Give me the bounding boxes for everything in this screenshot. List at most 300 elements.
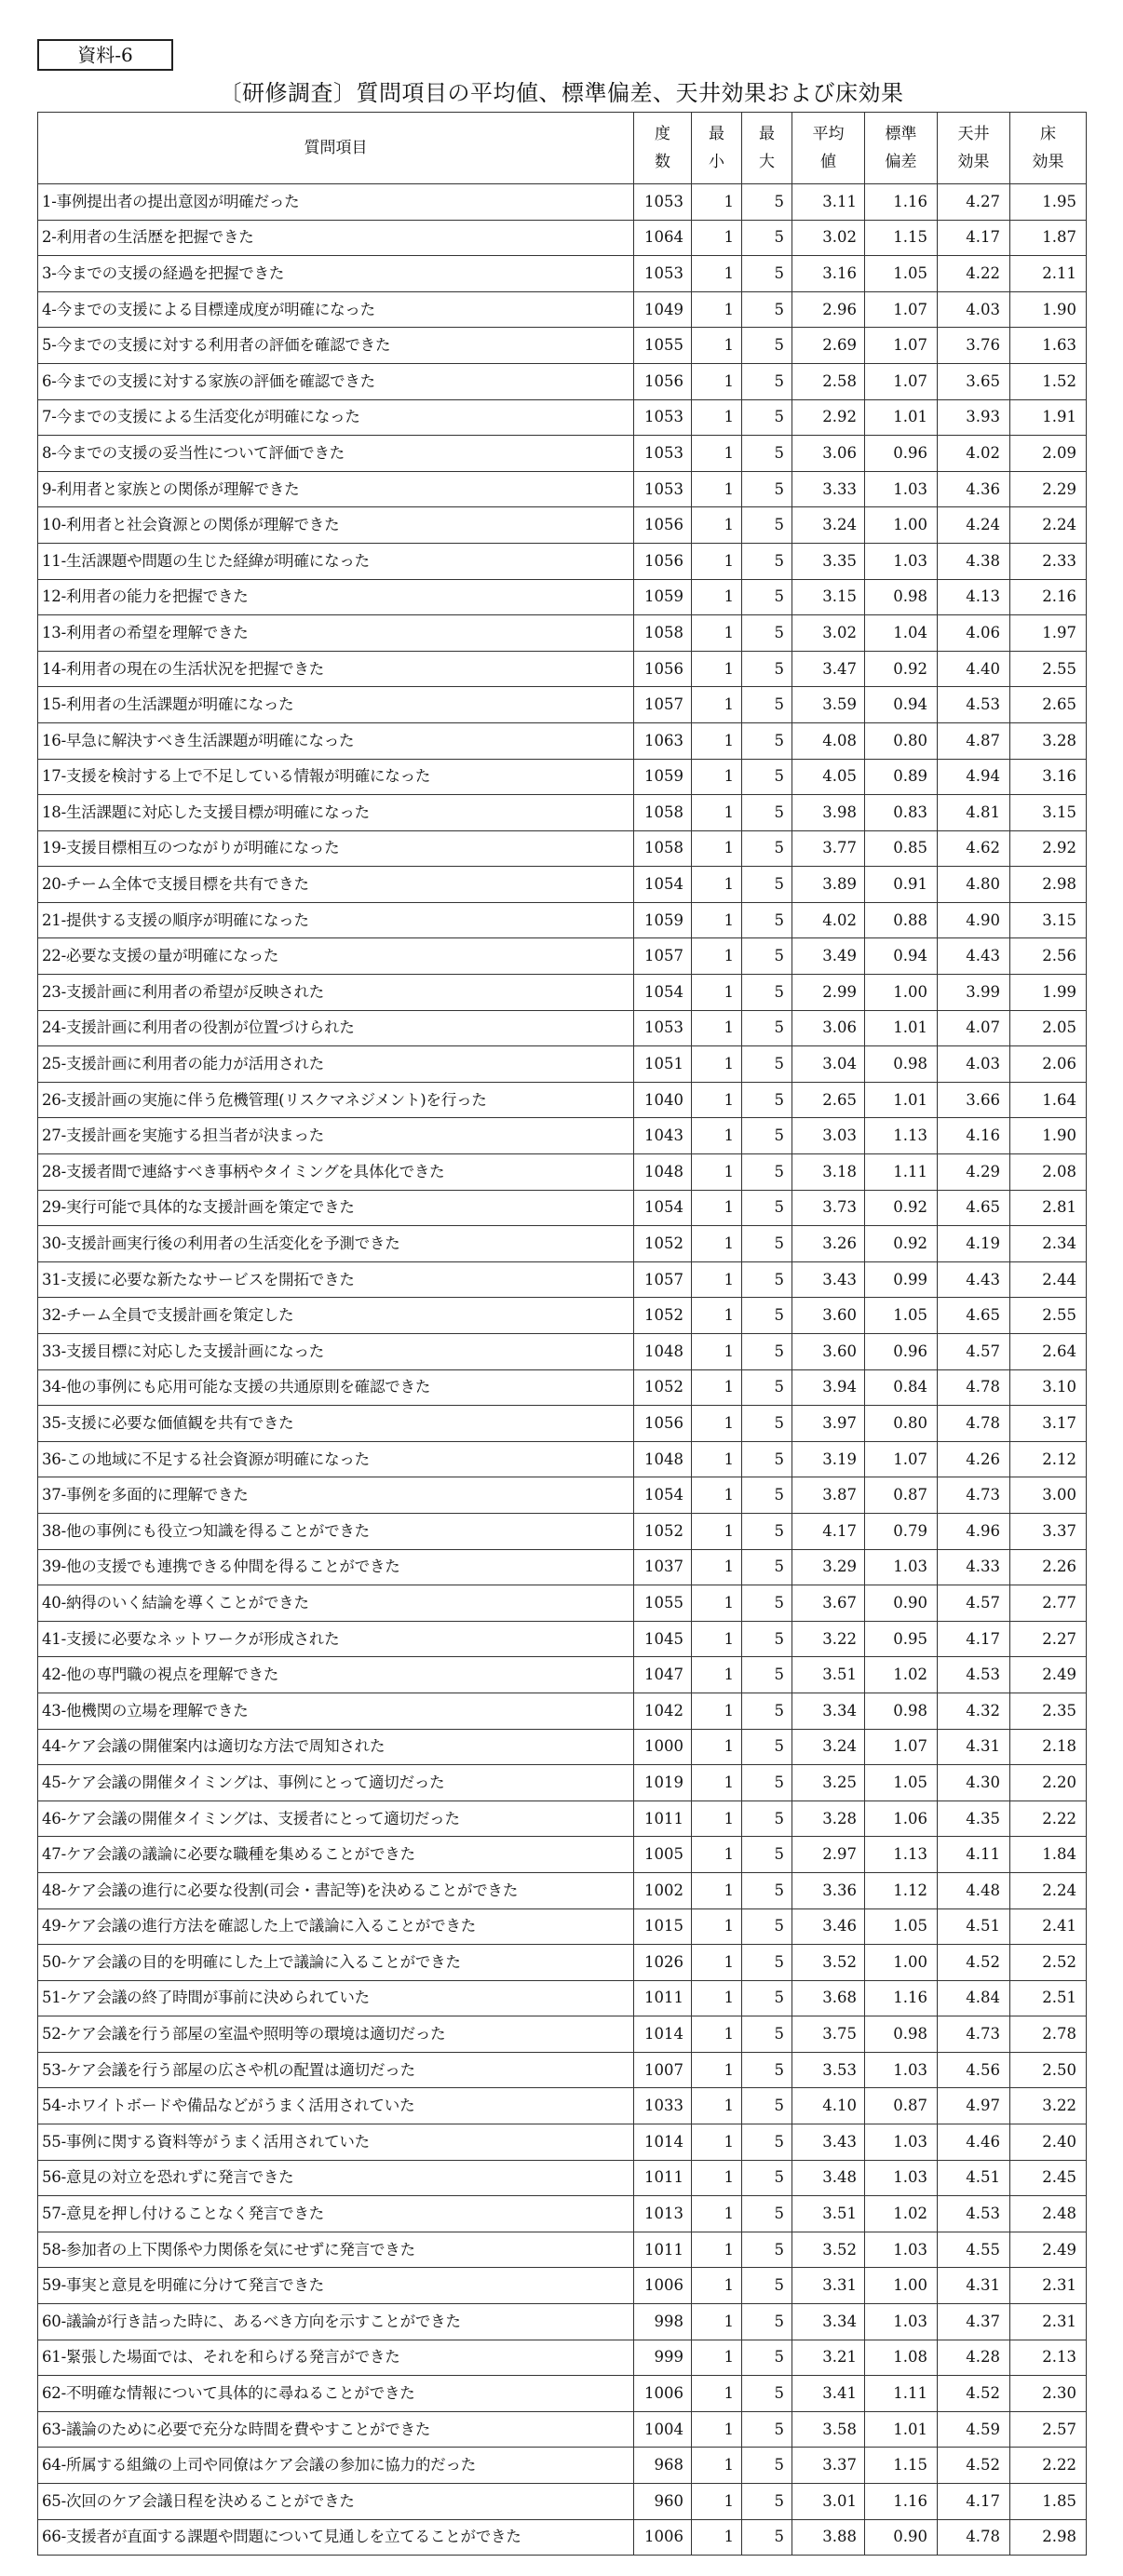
count-cell: 1006 bbox=[634, 2376, 692, 2412]
max-cell: 5 bbox=[742, 1765, 792, 1801]
table-row bbox=[38, 1908, 1087, 1945]
count-cell: 1004 bbox=[634, 2411, 692, 2448]
mean-cell: 3.03 bbox=[792, 1118, 865, 1154]
max-cell: 5 bbox=[742, 1441, 792, 1477]
mean-cell: 3.34 bbox=[792, 2304, 865, 2340]
floor-cell: 1.85 bbox=[1010, 2484, 1087, 2520]
count-cell: 998 bbox=[634, 2304, 692, 2340]
count-cell: 1054 bbox=[634, 975, 692, 1011]
ceiling-cell: 4.07 bbox=[938, 1010, 1010, 1046]
min-cell: 1 bbox=[692, 1082, 742, 1118]
sd-cell: 1.03 bbox=[865, 471, 938, 507]
item-cell: 7-今までの支援による生活変化が明確になった bbox=[38, 399, 634, 436]
floor-cell: 1.90 bbox=[1010, 1118, 1087, 1154]
item-cell: 35-支援に必要な価値観を共有できた bbox=[38, 1406, 634, 1442]
min-cell: 1 bbox=[692, 1945, 742, 1981]
item-cell: 14-利用者の現在の生活状況を把握できた bbox=[38, 651, 634, 687]
item-cell: 13-利用者の希望を理解できた bbox=[38, 615, 634, 652]
sd-cell: 0.94 bbox=[865, 938, 938, 975]
sd-cell: 0.83 bbox=[865, 795, 938, 831]
ceiling-cell: 4.53 bbox=[938, 1657, 1010, 1693]
item-cell: 22-必要な支援の量が明確になった bbox=[38, 938, 634, 975]
floor-cell: 2.33 bbox=[1010, 543, 1087, 579]
table-row bbox=[38, 1729, 1087, 1765]
ceiling-cell: 4.90 bbox=[938, 902, 1010, 938]
sd-cell: 1.03 bbox=[865, 2124, 938, 2161]
item-cell: 17-支援を検討する上で不足している情報が明確になった bbox=[38, 759, 634, 795]
count-cell: 1011 bbox=[634, 2232, 692, 2268]
ceiling-cell: 4.73 bbox=[938, 2016, 1010, 2053]
max-cell: 5 bbox=[742, 220, 792, 256]
count-cell: 1054 bbox=[634, 1477, 692, 1514]
ceiling-cell: 4.33 bbox=[938, 1549, 1010, 1585]
mean-cell: 3.94 bbox=[792, 1369, 865, 1406]
sd-cell: 1.11 bbox=[865, 1154, 938, 1191]
sd-cell: 1.00 bbox=[865, 975, 938, 1011]
ceiling-cell: 4.62 bbox=[938, 830, 1010, 867]
min-cell: 1 bbox=[692, 759, 742, 795]
count-cell: 1057 bbox=[634, 687, 692, 723]
count-cell: 1056 bbox=[634, 363, 692, 399]
max-cell: 5 bbox=[742, 1872, 792, 1908]
item-cell: 40-納得のいく結論を導くことができた bbox=[38, 1585, 634, 1622]
sd-cell: 0.84 bbox=[865, 1369, 938, 1406]
sd-cell: 1.13 bbox=[865, 1837, 938, 1873]
count-cell: 1048 bbox=[634, 1334, 692, 1370]
item-cell: 1-事例提出者の提出意図が明確だった bbox=[38, 184, 634, 221]
table-row bbox=[38, 1154, 1087, 1191]
table-row bbox=[38, 1513, 1087, 1549]
table-row bbox=[38, 938, 1087, 975]
sd-cell: 0.96 bbox=[865, 436, 938, 472]
min-cell: 1 bbox=[692, 1046, 742, 1083]
floor-cell: 2.98 bbox=[1010, 867, 1087, 903]
item-cell: 53-ケア会議を行う部屋の広さや机の配置は適切だった bbox=[38, 2052, 634, 2088]
header-mean: 平均 値 bbox=[792, 113, 865, 184]
ceiling-cell: 4.29 bbox=[938, 1154, 1010, 1191]
min-cell: 1 bbox=[692, 1010, 742, 1046]
ceiling-cell: 4.73 bbox=[938, 1477, 1010, 1514]
sd-cell: 1.05 bbox=[865, 1298, 938, 1334]
ceiling-cell: 4.37 bbox=[938, 2304, 1010, 2340]
sd-cell: 0.89 bbox=[865, 759, 938, 795]
sd-cell: 0.99 bbox=[865, 1261, 938, 1298]
max-cell: 5 bbox=[742, 1908, 792, 1945]
ceiling-cell: 4.94 bbox=[938, 759, 1010, 795]
min-cell: 1 bbox=[692, 1441, 742, 1477]
table-row bbox=[38, 471, 1087, 507]
min-cell: 1 bbox=[692, 1190, 742, 1226]
item-cell: 30-支援計画実行後の利用者の生活変化を予測できた bbox=[38, 1226, 634, 1262]
count-cell: 1053 bbox=[634, 1010, 692, 1046]
max-cell: 5 bbox=[742, 902, 792, 938]
sd-cell: 0.92 bbox=[865, 1190, 938, 1226]
sd-cell: 0.96 bbox=[865, 1334, 938, 1370]
min-cell: 1 bbox=[692, 328, 742, 364]
ceiling-cell: 4.32 bbox=[938, 1693, 1010, 1729]
sd-cell: 1.07 bbox=[865, 1441, 938, 1477]
floor-cell: 2.24 bbox=[1010, 1872, 1087, 1908]
mean-cell: 3.47 bbox=[792, 651, 865, 687]
floor-cell: 1.63 bbox=[1010, 328, 1087, 364]
sd-cell: 0.98 bbox=[865, 1693, 938, 1729]
item-cell: 19-支援目標相互のつながりが明確になった bbox=[38, 830, 634, 867]
item-cell: 46-ケア会議の開催タイミングは、支援者にとって適切だった bbox=[38, 1801, 634, 1837]
max-cell: 5 bbox=[742, 1513, 792, 1549]
ceiling-cell: 4.57 bbox=[938, 1334, 1010, 1370]
ceiling-cell: 4.55 bbox=[938, 2232, 1010, 2268]
table-row bbox=[38, 2448, 1087, 2484]
item-cell: 4-今までの支援による目標達成度が明確になった bbox=[38, 291, 634, 328]
sd-cell: 0.90 bbox=[865, 1585, 938, 1622]
max-cell: 5 bbox=[742, 2268, 792, 2304]
table-row bbox=[38, 328, 1087, 364]
sd-cell: 1.03 bbox=[865, 2160, 938, 2196]
min-cell: 1 bbox=[692, 1980, 742, 2016]
mean-cell: 3.59 bbox=[792, 687, 865, 723]
item-cell: 6-今までの支援に対する家族の評価を確認できた bbox=[38, 363, 634, 399]
table-row bbox=[38, 1441, 1087, 1477]
ceiling-cell: 4.06 bbox=[938, 615, 1010, 652]
item-cell: 44-ケア会議の開催案内は適切な方法で周知された bbox=[38, 1729, 634, 1765]
sd-cell: 0.92 bbox=[865, 651, 938, 687]
min-cell: 1 bbox=[692, 1621, 742, 1657]
floor-cell: 2.92 bbox=[1010, 830, 1087, 867]
mean-cell: 3.52 bbox=[792, 2232, 865, 2268]
table-row bbox=[38, 759, 1087, 795]
sd-cell: 1.16 bbox=[865, 2484, 938, 2520]
count-cell: 1058 bbox=[634, 795, 692, 831]
sd-cell: 1.01 bbox=[865, 1082, 938, 1118]
table-row bbox=[38, 687, 1087, 723]
mean-cell: 3.49 bbox=[792, 938, 865, 975]
mean-cell: 3.19 bbox=[792, 1441, 865, 1477]
table-row bbox=[38, 2052, 1087, 2088]
floor-cell: 2.35 bbox=[1010, 1693, 1087, 1729]
ceiling-cell: 4.17 bbox=[938, 1621, 1010, 1657]
floor-cell: 2.24 bbox=[1010, 507, 1087, 544]
ceiling-cell: 4.03 bbox=[938, 1046, 1010, 1083]
floor-cell: 2.06 bbox=[1010, 1046, 1087, 1083]
item-cell: 56-意見の対立を恐れずに発言できた bbox=[38, 2160, 634, 2196]
table-row bbox=[38, 1801, 1087, 1837]
mean-cell: 3.21 bbox=[792, 2340, 865, 2376]
count-cell: 1007 bbox=[634, 2052, 692, 2088]
mean-cell: 3.25 bbox=[792, 1765, 865, 1801]
count-cell: 1014 bbox=[634, 2124, 692, 2161]
item-cell: 24-支援計画に利用者の役割が位置づけられた bbox=[38, 1010, 634, 1046]
max-cell: 5 bbox=[742, 436, 792, 472]
count-cell: 1053 bbox=[634, 471, 692, 507]
min-cell: 1 bbox=[692, 651, 742, 687]
floor-cell: 1.87 bbox=[1010, 220, 1087, 256]
min-cell: 1 bbox=[692, 2052, 742, 2088]
ceiling-cell: 4.48 bbox=[938, 1872, 1010, 1908]
item-cell: 51-ケア会議の終了時間が事前に決められていた bbox=[38, 1980, 634, 2016]
mean-cell: 3.24 bbox=[792, 507, 865, 544]
count-cell: 1054 bbox=[634, 1190, 692, 1226]
min-cell: 1 bbox=[692, 975, 742, 1011]
header-floor: 床 効果 bbox=[1010, 113, 1087, 184]
max-cell: 5 bbox=[742, 399, 792, 436]
count-cell: 1026 bbox=[634, 1945, 692, 1981]
table-row bbox=[38, 2160, 1087, 2196]
table-row bbox=[38, 2519, 1087, 2556]
max-cell: 5 bbox=[742, 975, 792, 1011]
count-cell: 1057 bbox=[634, 1261, 692, 1298]
sd-cell: 1.13 bbox=[865, 1118, 938, 1154]
mean-cell: 4.05 bbox=[792, 759, 865, 795]
max-cell: 5 bbox=[742, 1046, 792, 1083]
floor-cell: 2.12 bbox=[1010, 1441, 1087, 1477]
min-cell: 1 bbox=[692, 2232, 742, 2268]
mean-cell: 4.17 bbox=[792, 1513, 865, 1549]
ceiling-cell: 4.96 bbox=[938, 1513, 1010, 1549]
mean-cell: 4.02 bbox=[792, 902, 865, 938]
count-cell: 1047 bbox=[634, 1657, 692, 1693]
mean-cell: 3.67 bbox=[792, 1585, 865, 1622]
table-row bbox=[38, 543, 1087, 579]
mean-cell: 3.51 bbox=[792, 2196, 865, 2232]
mean-cell: 3.24 bbox=[792, 1729, 865, 1765]
sd-cell: 0.95 bbox=[865, 1621, 938, 1657]
item-cell: 15-利用者の生活課題が明確になった bbox=[38, 687, 634, 723]
min-cell: 1 bbox=[692, 795, 742, 831]
item-cell: 66-支援者が直面する課題や問題について見通しを立てることができた bbox=[38, 2519, 634, 2556]
ceiling-cell: 4.02 bbox=[938, 436, 1010, 472]
mean-cell: 3.22 bbox=[792, 1621, 865, 1657]
item-cell: 45-ケア会議の開催タイミングは、事例にとって適切だった bbox=[38, 1765, 634, 1801]
max-cell: 5 bbox=[742, 1010, 792, 1046]
mean-cell: 3.60 bbox=[792, 1334, 865, 1370]
max-cell: 5 bbox=[742, 1118, 792, 1154]
max-cell: 5 bbox=[742, 471, 792, 507]
mean-cell: 4.08 bbox=[792, 722, 865, 759]
mean-cell: 3.02 bbox=[792, 615, 865, 652]
ceiling-cell: 4.51 bbox=[938, 1908, 1010, 1945]
max-cell: 5 bbox=[742, 1801, 792, 1837]
mean-cell: 3.97 bbox=[792, 1406, 865, 1442]
count-cell: 1059 bbox=[634, 902, 692, 938]
ceiling-cell: 4.31 bbox=[938, 2268, 1010, 2304]
mean-cell: 3.15 bbox=[792, 579, 865, 615]
item-cell: 49-ケア会議の進行方法を確認した上で議論に入ることができた bbox=[38, 1908, 634, 1945]
min-cell: 1 bbox=[692, 291, 742, 328]
mean-cell: 3.68 bbox=[792, 1980, 865, 2016]
min-cell: 1 bbox=[692, 867, 742, 903]
count-cell: 1015 bbox=[634, 1908, 692, 1945]
sd-cell: 1.04 bbox=[865, 615, 938, 652]
item-cell: 18-生活課題に対応した支援目標が明確になった bbox=[38, 795, 634, 831]
item-cell: 2-利用者の生活歴を把握できた bbox=[38, 220, 634, 256]
min-cell: 1 bbox=[692, 1729, 742, 1765]
sd-cell: 0.87 bbox=[865, 1477, 938, 1514]
table-title: 〔研修調査〕質問項目の平均値、標準偏差、天井効果および床効果 bbox=[219, 80, 904, 106]
min-cell: 1 bbox=[692, 507, 742, 544]
min-cell: 1 bbox=[692, 184, 742, 221]
item-cell: 38-他の事例にも役立つ知識を得ることができた bbox=[38, 1513, 634, 1549]
item-cell: 32-チーム全員で支援計画を策定した bbox=[38, 1298, 634, 1334]
mean-cell: 3.35 bbox=[792, 543, 865, 579]
table-row bbox=[38, 1261, 1087, 1298]
count-cell: 1051 bbox=[634, 1046, 692, 1083]
max-cell: 5 bbox=[742, 2376, 792, 2412]
floor-cell: 2.22 bbox=[1010, 2448, 1087, 2484]
count-cell: 1054 bbox=[634, 867, 692, 903]
mean-cell: 2.92 bbox=[792, 399, 865, 436]
mean-cell: 3.28 bbox=[792, 1801, 865, 1837]
item-cell: 41-支援に必要なネットワークが形成された bbox=[38, 1621, 634, 1657]
min-cell: 1 bbox=[692, 2304, 742, 2340]
table-row bbox=[38, 2376, 1087, 2412]
table-row bbox=[38, 2088, 1087, 2124]
sd-cell: 1.02 bbox=[865, 2196, 938, 2232]
mean-cell: 2.99 bbox=[792, 975, 865, 1011]
ceiling-cell: 4.40 bbox=[938, 651, 1010, 687]
sd-cell: 1.03 bbox=[865, 2232, 938, 2268]
min-cell: 1 bbox=[692, 2340, 742, 2376]
ceiling-cell: 4.78 bbox=[938, 2519, 1010, 2556]
header-sd: 標準 偏差 bbox=[865, 113, 938, 184]
item-cell: 62-不明確な情報について具体的に尋ねることができた bbox=[38, 2376, 634, 2412]
count-cell: 1042 bbox=[634, 1693, 692, 1729]
sd-cell: 1.03 bbox=[865, 543, 938, 579]
table-row bbox=[38, 579, 1087, 615]
sd-cell: 1.00 bbox=[865, 507, 938, 544]
ceiling-cell: 4.19 bbox=[938, 1226, 1010, 1262]
item-cell: 57-意見を押し付けることなく発言できた bbox=[38, 2196, 634, 2232]
count-cell: 1052 bbox=[634, 1513, 692, 1549]
max-cell: 5 bbox=[742, 1549, 792, 1585]
floor-cell: 2.29 bbox=[1010, 471, 1087, 507]
sd-cell: 1.03 bbox=[865, 1549, 938, 1585]
min-cell: 1 bbox=[692, 830, 742, 867]
sd-cell: 1.05 bbox=[865, 1908, 938, 1945]
sd-cell: 1.06 bbox=[865, 1801, 938, 1837]
min-cell: 1 bbox=[692, 256, 742, 292]
floor-cell: 3.22 bbox=[1010, 2088, 1087, 2124]
count-cell: 1064 bbox=[634, 220, 692, 256]
sd-cell: 1.03 bbox=[865, 2304, 938, 2340]
floor-cell: 2.77 bbox=[1010, 1585, 1087, 1622]
mean-cell: 2.96 bbox=[792, 291, 865, 328]
sd-cell: 1.07 bbox=[865, 1729, 938, 1765]
max-cell: 5 bbox=[742, 256, 792, 292]
floor-cell: 2.34 bbox=[1010, 1226, 1087, 1262]
floor-cell: 3.10 bbox=[1010, 1369, 1087, 1406]
table-row bbox=[38, 902, 1087, 938]
ceiling-cell: 3.99 bbox=[938, 975, 1010, 1011]
table-row bbox=[38, 256, 1087, 292]
item-cell: 48-ケア会議の進行に必要な役割(司会・書記等)を決めることができた bbox=[38, 1872, 634, 1908]
ceiling-cell: 4.52 bbox=[938, 2448, 1010, 2484]
floor-cell: 2.55 bbox=[1010, 1298, 1087, 1334]
floor-cell: 1.91 bbox=[1010, 399, 1087, 436]
min-cell: 1 bbox=[692, 2016, 742, 2053]
max-cell: 5 bbox=[742, 687, 792, 723]
header-item: 質問項目 bbox=[38, 113, 634, 184]
ceiling-cell: 4.56 bbox=[938, 2052, 1010, 2088]
min-cell: 1 bbox=[692, 1154, 742, 1191]
ceiling-cell: 4.11 bbox=[938, 1837, 1010, 1873]
max-cell: 5 bbox=[742, 2052, 792, 2088]
max-cell: 5 bbox=[742, 2124, 792, 2161]
table-row bbox=[38, 1837, 1087, 1873]
max-cell: 5 bbox=[742, 795, 792, 831]
min-cell: 1 bbox=[692, 902, 742, 938]
item-cell: 42-他の専門職の視点を理解できた bbox=[38, 1657, 634, 1693]
ceiling-cell: 4.17 bbox=[938, 220, 1010, 256]
floor-cell: 2.31 bbox=[1010, 2304, 1087, 2340]
min-cell: 1 bbox=[692, 1765, 742, 1801]
ceiling-cell: 4.17 bbox=[938, 2484, 1010, 2520]
ceiling-cell: 4.26 bbox=[938, 1441, 1010, 1477]
table-row bbox=[38, 2340, 1087, 2376]
mean-cell: 3.16 bbox=[792, 256, 865, 292]
floor-cell: 2.44 bbox=[1010, 1261, 1087, 1298]
ceiling-cell: 4.51 bbox=[938, 2160, 1010, 2196]
count-cell: 1055 bbox=[634, 1585, 692, 1622]
mean-cell: 3.58 bbox=[792, 2411, 865, 2448]
count-cell: 1045 bbox=[634, 1621, 692, 1657]
floor-cell: 2.49 bbox=[1010, 2232, 1087, 2268]
count-cell: 1056 bbox=[634, 507, 692, 544]
max-cell: 5 bbox=[742, 1190, 792, 1226]
floor-cell: 2.13 bbox=[1010, 2340, 1087, 2376]
table-row bbox=[38, 2268, 1087, 2304]
mean-cell: 3.73 bbox=[792, 1190, 865, 1226]
ceiling-cell: 4.24 bbox=[938, 507, 1010, 544]
max-cell: 5 bbox=[742, 1334, 792, 1370]
max-cell: 5 bbox=[742, 1945, 792, 1981]
floor-cell: 1.99 bbox=[1010, 975, 1087, 1011]
mean-cell: 3.89 bbox=[792, 867, 865, 903]
mean-cell: 3.34 bbox=[792, 1693, 865, 1729]
max-cell: 5 bbox=[742, 2196, 792, 2232]
max-cell: 5 bbox=[742, 291, 792, 328]
ceiling-cell: 4.65 bbox=[938, 1190, 1010, 1226]
floor-cell: 3.28 bbox=[1010, 722, 1087, 759]
mean-cell: 3.01 bbox=[792, 2484, 865, 2520]
item-cell: 27-支援計画を実施する担当者が決まった bbox=[38, 1118, 634, 1154]
count-cell: 968 bbox=[634, 2448, 692, 2484]
item-cell: 37-事例を多面的に理解できた bbox=[38, 1477, 634, 1514]
min-cell: 1 bbox=[692, 615, 742, 652]
ceiling-cell: 4.43 bbox=[938, 938, 1010, 975]
table-body bbox=[38, 184, 1087, 2556]
floor-cell: 2.41 bbox=[1010, 1908, 1087, 1945]
count-cell: 1011 bbox=[634, 1980, 692, 2016]
mean-cell: 2.69 bbox=[792, 328, 865, 364]
mean-cell: 3.29 bbox=[792, 1549, 865, 1585]
item-cell: 39-他の支援でも連携できる仲間を得ることができた bbox=[38, 1549, 634, 1585]
table-row bbox=[38, 1980, 1087, 2016]
item-cell: 26-支援計画の実施に伴う危機管理(リスクマネジメント)を行った bbox=[38, 1082, 634, 1118]
table-row bbox=[38, 2411, 1087, 2448]
mean-cell: 3.26 bbox=[792, 1226, 865, 1262]
max-cell: 5 bbox=[742, 2160, 792, 2196]
max-cell: 5 bbox=[742, 2088, 792, 2124]
table-row bbox=[38, 1549, 1087, 1585]
floor-cell: 3.17 bbox=[1010, 1406, 1087, 1442]
min-cell: 1 bbox=[692, 1226, 742, 1262]
count-cell: 1056 bbox=[634, 651, 692, 687]
table-row bbox=[38, 2484, 1087, 2520]
min-cell: 1 bbox=[692, 722, 742, 759]
table-row bbox=[38, 1082, 1087, 1118]
floor-cell: 2.52 bbox=[1010, 1945, 1087, 1981]
item-cell: 43-他機関の立場を理解できた bbox=[38, 1693, 634, 1729]
